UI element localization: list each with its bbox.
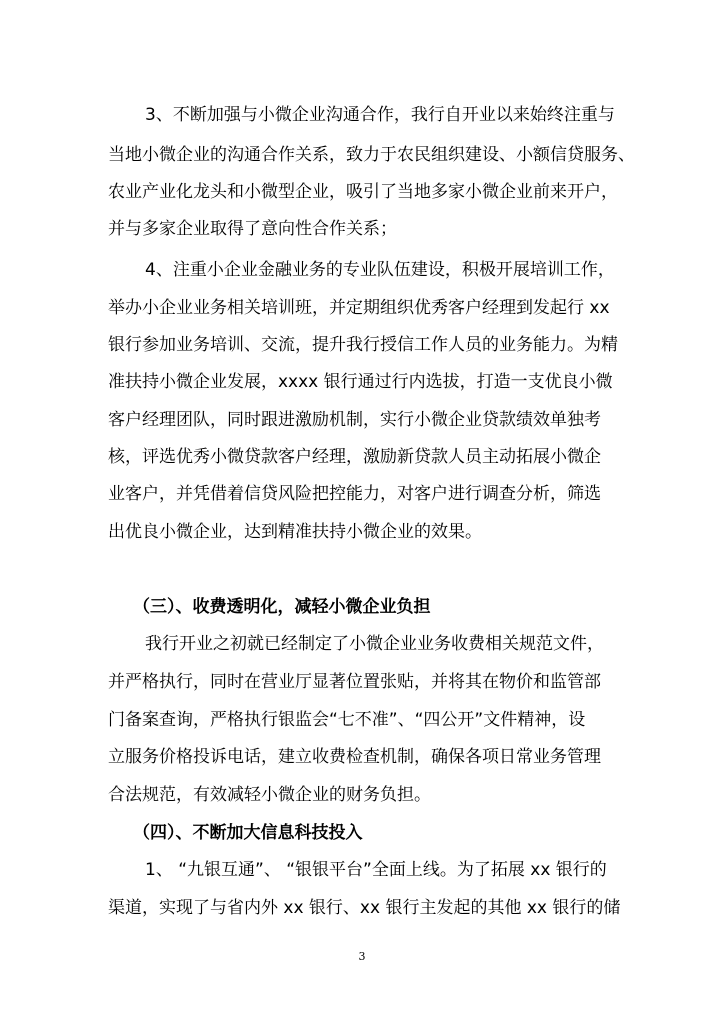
- paragraph-line: 当地小微企业的沟通合作关系，致力于农民组织建设、小额信贷服务、: [108, 145, 635, 165]
- paragraph-line: 准扶持小微企业发展，xxxx 银行通过行内选拔，打造一支优良小微: [108, 372, 613, 392]
- paragraph-line: 核，评选优秀小微贷款客户经理，激励新贷款人员主动拓展小微企: [108, 447, 601, 467]
- paragraph-line: 渠道，实现了与省内外 xx 银行、xx 银行主发起的其他 xx 银行的储: [108, 898, 621, 918]
- paragraph-line: 客户经理团队，同时跟进激励机制，实行小微企业贷款绩效单独考: [108, 410, 601, 430]
- paragraph-line: 农业产业化龙头和小微型企业，吸引了当地多家小微企业前来开户，: [108, 182, 618, 202]
- section-heading: （三）、收费透明化，减轻小微企业负担: [133, 597, 431, 617]
- paragraph-line: 门备案查询，严格执行银监会“七不准”、“四公开”文件精神，设: [108, 710, 586, 730]
- page-number: 3: [358, 950, 366, 963]
- paragraph-line: 举办小企业业务相关培训班，并定期组织优秀客户经理到发起行 xx: [108, 298, 610, 318]
- paragraph-line: 立服务价格投诉电话，建立收费检查机制，确保各项日常业务管理: [108, 747, 601, 767]
- paragraph-line: 1、 “九银互通”、 “银银平台”全面上线。为了拓展 xx 银行的: [145, 860, 607, 880]
- paragraph-line: 出优良小微企业，达到精准扶持小微企业的效果。: [108, 522, 482, 542]
- paragraph-line: 4、注重小企业金融业务的专业队伍建设，积极开展培训工作，: [145, 260, 615, 280]
- paragraph-line: 3、不断加强与小微企业沟通合作，我行自开业以来始终注重与: [145, 105, 615, 125]
- paragraph-line: 业客户，并凭借着信贷风险把控能力，对客户进行调查分析，筛选: [108, 484, 601, 504]
- paragraph-line: 我行开业之初就已经制定了小微企业业务收费相关规范文件，: [145, 634, 604, 654]
- paragraph-line: 合法规范，有效减轻小微企业的财务负担。: [108, 785, 431, 805]
- paragraph-line: 并严格执行，同时在营业厅显著位置张贴，并将其在物价和监管部: [108, 672, 601, 692]
- paragraph-line: 银行参加业务培训、交流，提升我行授信工作人员的业务能力。为精: [108, 335, 618, 355]
- section-heading: （四）、不断加大信息科技投入: [133, 823, 363, 843]
- paragraph-line: 并与多家企业取得了意向性合作关系；: [108, 219, 397, 239]
